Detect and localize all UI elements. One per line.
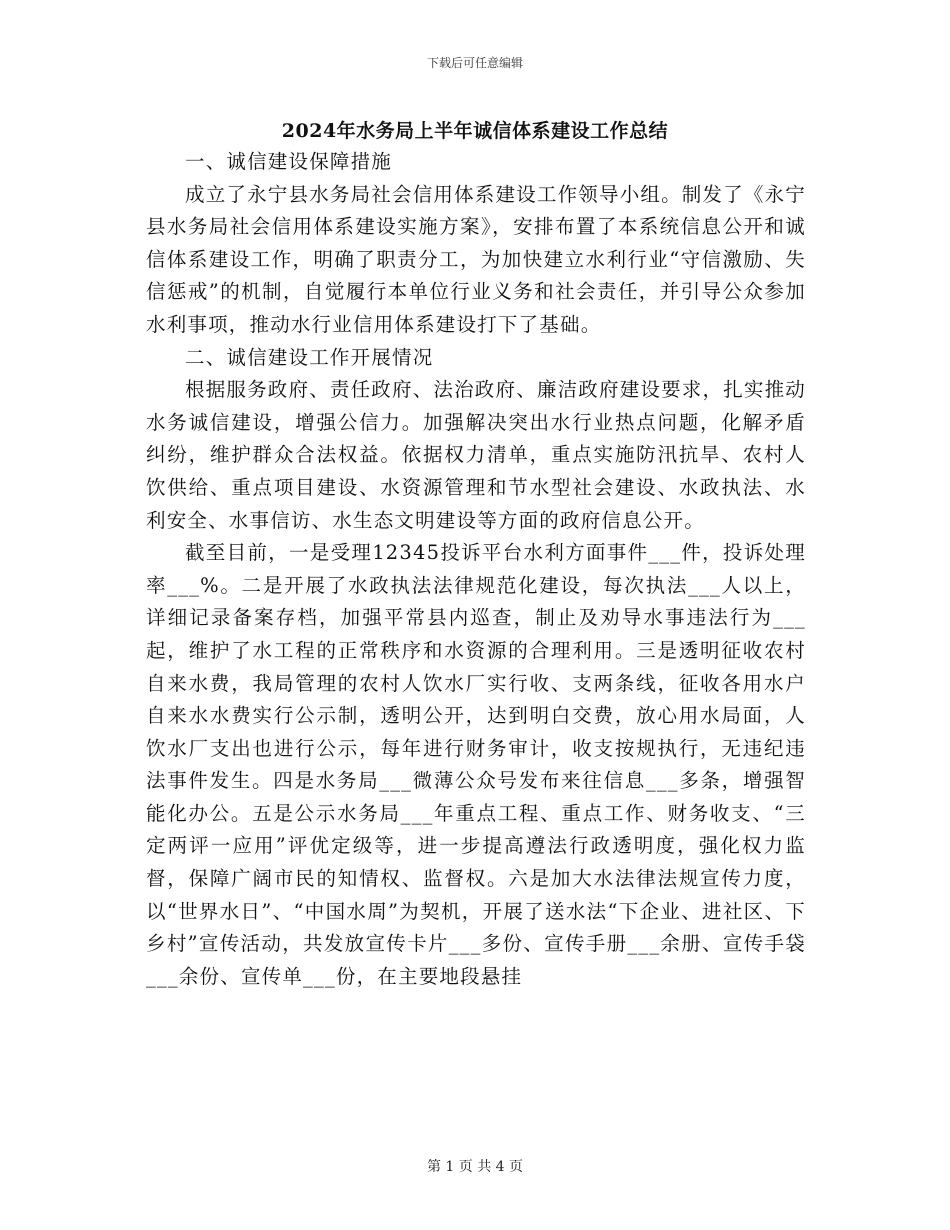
paragraph: 截至目前，一是受理12345投诉平台水利方面事件___件，投诉处理率___%。二是开展了水政执法法律规范化建设，每次执法___人以上，详细记录备案存档，加强平常县内巡查，制止及劝导水事违法行为___起，维护了水工程的正常秩序和水资源的合理利用。三是透明征收农村自来水费，我局管理的农村人饮水厂实行收、支两条线，征收各用水户自来水水费实行公示制，透明公开，达到明白交费，放心用水局面，人饮水厂支出也进行公示，每年进行财务审计，收支按规执行，无违纪违法事件发生。四是水务局___微薄公众号发布来往信息___多条，增强智能化办公。五是公示水务局___年重点工程、重点工作、财务收支、“三定两评一应用”评优定级等，进一步提高遵法行政透明度，强化权力监督，保障广阔市民的知情权、监督权。六是加大水法律法规宣传力度，以“世界水日”、“中国水周”为契机，开展了送水法“下企业、进社区、下乡村”宣传活动，共发放宣传卡片___多份、宣传手册___余册、宣传手袋___余份、宣传单___份，在主要地段悬挂: [146, 541, 806, 988]
document-body: [146, 146, 806, 993]
header-note: 下载后可任意编辑: [426, 56, 523, 70]
paragraph: 成立了永宁县水务局社会信用体系建设工作领导小组。制发了《永宁县水务局社会信用体系建设实施方案》，安排布置了本系统信息公开和诚信体系建设工作，明确了职责分工，为加快建立水利行业“守信激励、失信惩戒”的机制，自觉履行本单位行业义务和社会责任，并引导公众参加水利事项，推动水行业信用体系建设打下了基础。: [146, 182, 807, 336]
document-title: 2024年水务局上半年诚信体系建设工作总结: [281, 120, 669, 142]
section-heading-2: 二、诚信建设工作开展情况: [185, 345, 434, 369]
page-footer: 第 1 页 共 4 页: [426, 1159, 524, 1175]
section-heading-1: 一、诚信建设保障措施: [185, 150, 393, 173]
paragraph: 根据服务政府、责任政府、法治政府、廉洁政府建设要求，扎实推动水务诚信建设，增强公信力。加强解决突出水行业热点问题，化解矛盾纠纷，维护群众合法权益。依据权力清单，重点实施防汛抗旱、农村人饮供给、重点项目建设、水资源管理和节水型社会建设、水政执法、水利安全、水事信访、水生态文明建设等方面的政府信息公开。: [146, 378, 807, 532]
